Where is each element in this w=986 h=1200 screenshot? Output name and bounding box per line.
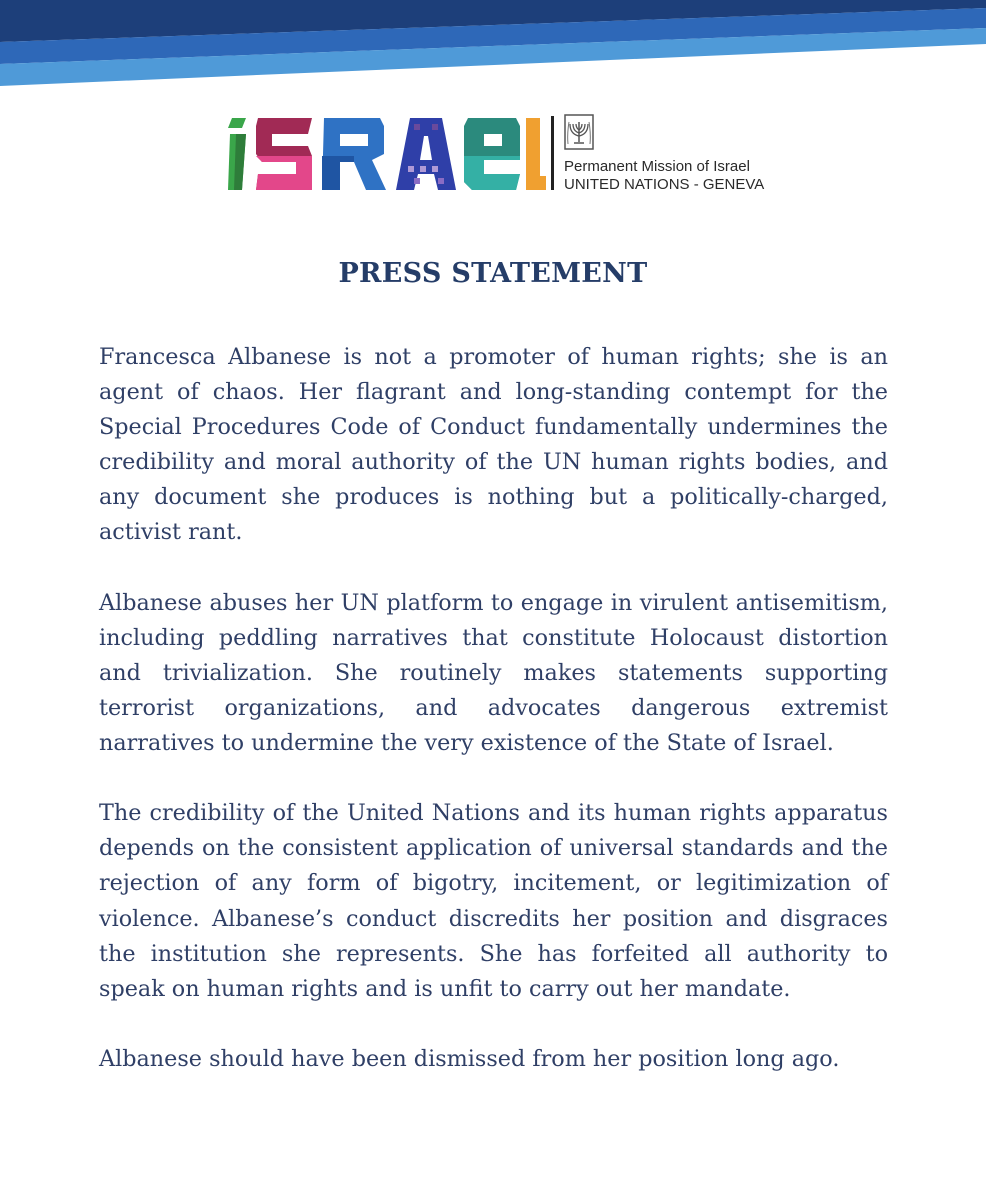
paragraph-3: The credibility of the United Nations and its human rights apparatus depends on the consistent application of universal standards and the rejection of any form of bigotry, incitement, or legitimization of violence. Albanese’s conduct discredits her position and disgraces the institution she represents. She has forfeited all authority to speak on human rights and is unfit to carry out her mandate. <box>99 800 888 1002</box>
top-banner <box>0 0 986 90</box>
page-title: PRESS STATEMENT <box>338 258 648 289</box>
paragraph-1: Francesca Albanese is not a promoter of human rights; she is an agent of chaos. Her flagrant and long-standing contempt for the Special Procedures Code of Conduct fundamentally undermines the credibility and moral authority of the UN human rights bodies, and any document she produces is nothing but a politically-charged, activist rant. <box>99 344 888 546</box>
logo <box>228 112 768 194</box>
paragraph-2: Albanese abuses her UN platform to engage in virulent antisemitism, including peddling narratives that constitute Holocaust distortion and trivialization. She routinely makes statements supporting terrorist organizations, and advocates dangerous extremist narratives to undermine the very existence of the State of Israel. <box>99 589 888 757</box>
logo-divider <box>551 116 554 190</box>
mission-name: Permanent Mission of Israel <box>564 158 750 175</box>
israel-wordmark-logo <box>228 116 546 192</box>
statement-body <box>99 340 888 1112</box>
paragraph-4: Albanese should have been dismissed from her position long ago. <box>99 1045 840 1072</box>
menorah-emblem-icon <box>564 114 594 150</box>
mission-location: UNITED NATIONS - GENEVA <box>564 176 765 193</box>
